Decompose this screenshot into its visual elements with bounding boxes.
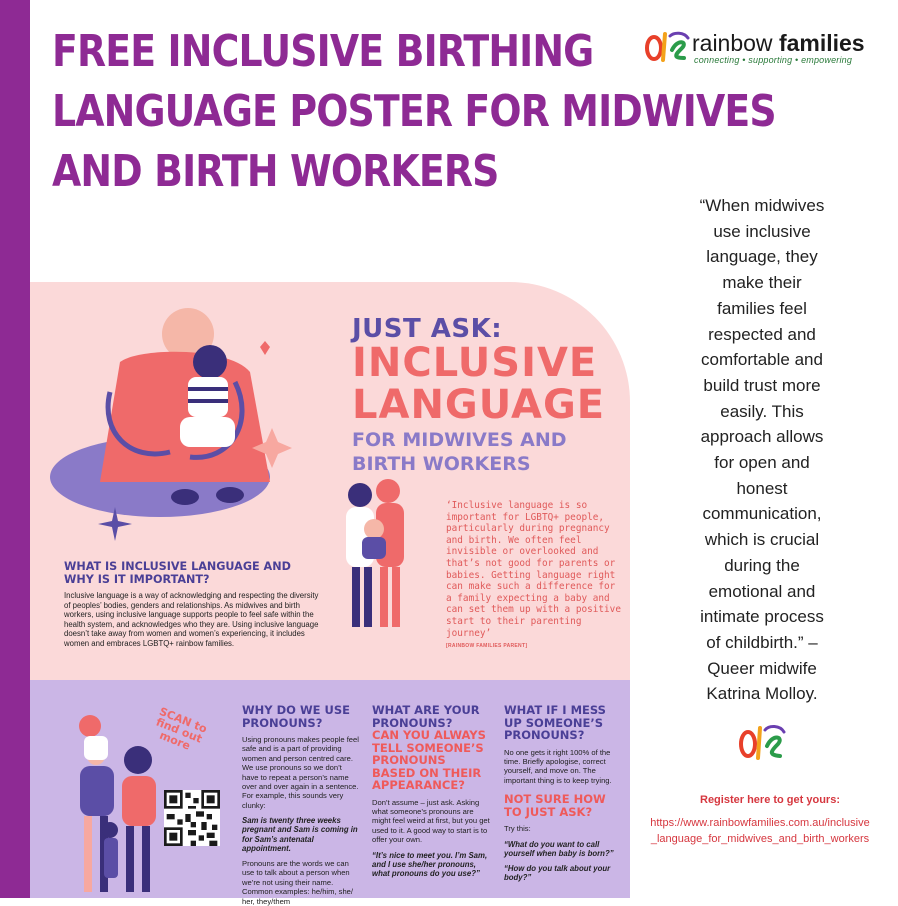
what-are-pronouns-example: “It’s nice to meet you. I’m Sam, and I use she/her pronouns, what pronouns do you use?” xyxy=(372,850,488,878)
register-link-line-1[interactable]: https://www.rainbowfamilies.com.au/inclusive xyxy=(650,817,870,829)
headline-line-3: AND BIRTH WORKERS xyxy=(52,146,499,197)
why-pronouns-example: Sam is twenty three weeks pregnant and Sam is coming in for Sam’s antenatal appointment. xyxy=(242,816,358,853)
poster-subtitle-line-2: BIRTH WORKERS xyxy=(352,453,531,475)
poster-title-line-inclusive: INCLUSIVE xyxy=(352,340,598,386)
quote-line: intimate process xyxy=(700,607,824,627)
what-is-inclusive-body: Inclusive language is a way of acknowledging and respecting the diversity of peoples’ bodies, genders and relationships. As midwives and birth workers, using inclusive language supports people to feel safe within the health system, and acknowledges who they are. Using inclusive language doesn’t take away from women and women’s experiencing, it includes women and embraces LGBTQ+ rainbow families. xyxy=(64,591,319,648)
why-pronouns-body-2: Pronouns are the words we can use to talk about a person when we’re not using their name. Common examples: he/him, she/ her, they/them xyxy=(242,859,353,906)
mess-up-body: No one gets it right 100% of the time. Briefly apologise, correct yourself, and move on. The important thing is to keep trying. xyxy=(504,747,612,785)
left-accent-bar xyxy=(0,0,30,898)
brand-name-regular: rainbow xyxy=(692,30,779,56)
quote-line: easily. This xyxy=(720,401,804,421)
quote-line: honest xyxy=(736,478,788,498)
quote-line: comfortable and xyxy=(701,350,823,370)
mess-up-heading: WHAT IF I MESS UP SOMEONE’S PRONOUNS? xyxy=(504,703,606,742)
parent-quote-attribution: [RAINBOW FAMILIES PARENT] xyxy=(446,643,528,649)
column-why-pronouns xyxy=(242,704,360,906)
why-pronouns-body-1: Using pronouns makes people feel safe and is a part of providing women and person centred care. We use pronouns so we don’t have to repeat a person’s name over and over again in a sentence. For example, this sounds very clunky: xyxy=(242,735,359,810)
quote-line: during the xyxy=(724,555,800,575)
quote-line: use inclusive xyxy=(713,221,811,241)
register-link-line-2[interactable]: _language_for_midwives_and_birth_workers xyxy=(650,833,870,845)
rainbow-families-small-mark-icon xyxy=(738,722,786,762)
brand-name xyxy=(692,30,865,57)
not-sure-heading: NOT SURE HOW TO JUST ASK? xyxy=(504,792,606,819)
parent-quote: ‘Inclusive language is so important for LGBTQ+ people, particularly during pregnancy and birth. We often feel invisible or overlooked and that’s not good for parents or babies. Getting language right can make such a difference for a family expecting a baby and can set them up with a positive start to their parenting journey’ xyxy=(446,500,621,639)
scan-to-find-out: SCAN to find out more xyxy=(154,704,209,753)
quote-line: make their xyxy=(722,273,802,293)
quote-line: “When midwives xyxy=(699,196,825,215)
rainbow-families-mark-icon xyxy=(644,28,690,64)
register-heading: Register here to get yours: xyxy=(700,794,840,806)
what-are-pronouns-body: Don’t assume – just ask. Asking what someone’s pronouns are might feel weird at first, but you get used to it. A good way to start is to offer your own. xyxy=(372,797,490,845)
poster-subtitle-line-1: FOR MIDWIVES AND xyxy=(352,429,567,451)
poster-preview xyxy=(30,282,630,906)
midwife-quote xyxy=(680,193,844,707)
brand-tagline: connecting • supporting • empowering xyxy=(694,55,853,65)
quote-line: communication, xyxy=(702,504,822,524)
headline-line-1: FREE INCLUSIVE BIRTHING xyxy=(52,26,594,77)
quote-line: emotional and xyxy=(708,581,816,601)
what-is-inclusive-heading: WHAT IS INCLUSIVE LANGUAGE AND WHY IS IT IMPORTANT? xyxy=(64,560,291,586)
quote-line: build trust more xyxy=(703,375,821,395)
poster-title-inclusive-language xyxy=(352,342,605,426)
quote-line: for open and xyxy=(714,453,810,473)
why-pronouns-heading: WHY DO WE USE PRONOUNS? xyxy=(242,703,350,730)
quote-line: approach allows xyxy=(700,427,824,447)
try-this-label: Try this: xyxy=(504,824,531,834)
quote-line: which is crucial xyxy=(704,530,820,550)
couple-with-baby-illustration xyxy=(322,477,432,637)
what-are-pronouns-subheading: CAN YOU ALWAYS TELL SOMEONE’S PRONOUNS BASED ON THEIR APPEARANCE? xyxy=(372,728,486,792)
column-mess-up-pronouns xyxy=(504,704,622,882)
quote-line: Queer midwife xyxy=(707,658,817,678)
poster-title-just-ask: JUST ASK: xyxy=(352,314,503,344)
quote-line: Katrina Molloy. xyxy=(706,684,818,704)
quote-line: of childbirth.” – xyxy=(706,632,818,652)
quote-line: families feel xyxy=(717,298,807,318)
parent-child-illustration xyxy=(40,292,320,532)
register-link[interactable] xyxy=(640,815,880,847)
family-illustration xyxy=(66,710,162,896)
brand-name-bold: families xyxy=(778,30,865,56)
headline-line-2: LANGUAGE POSTER FOR MIDWIVES xyxy=(52,86,776,137)
sparkle-icon xyxy=(98,507,132,541)
what-are-pronouns-heading: WHAT ARE YOUR PRONOUNS? xyxy=(372,703,480,730)
quote-line: respected and xyxy=(708,324,816,344)
poster-title-line-language: LANGUAGE xyxy=(352,382,606,428)
try-example-1: “What do you want to call yourself when baby is born?” xyxy=(504,839,614,858)
qr-code-icon[interactable] xyxy=(164,790,220,846)
poster-subtitle xyxy=(352,428,567,476)
column-what-are-pronouns xyxy=(372,704,490,878)
try-example-2: “How do you talk about your body?” xyxy=(504,863,611,883)
quote-line: language, they xyxy=(706,247,818,267)
rainbow-families-logo[interactable] xyxy=(644,28,874,68)
